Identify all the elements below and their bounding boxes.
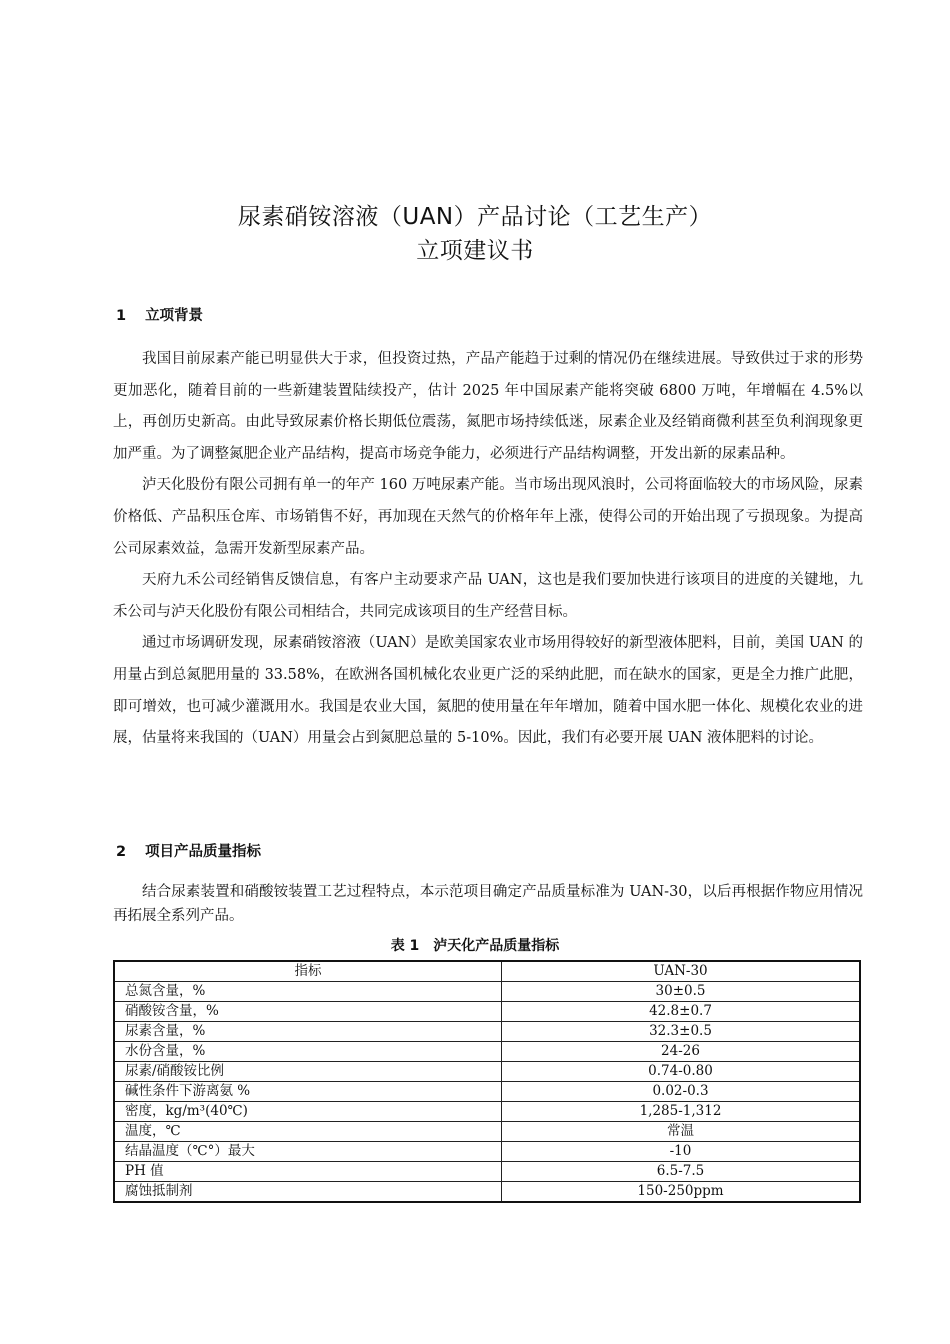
indicator-cell: 尿素含量，%: [114, 1022, 502, 1042]
indicator-cell: PH 值: [114, 1162, 502, 1182]
section-1-heading: [116, 304, 203, 325]
paragraph: 结合尿素装置和硝酸铵装置工艺过程特点，本示范项目确定产品质量标准为 UAN-30，以后再根据作物应用情况再拓展全系列产品。: [113, 884, 863, 924]
value-cell: 30±0.5: [502, 982, 861, 1002]
value-cell: -10: [502, 1142, 861, 1162]
value-cell: 0.02-0.3: [502, 1082, 861, 1102]
header-cell-uan30: UAN-30: [502, 961, 861, 982]
indicator-cell: 碱性条件下游离氨 %: [114, 1082, 502, 1102]
table-row: [114, 1082, 860, 1102]
value-cell: 常温: [502, 1122, 861, 1142]
table-row: [114, 1062, 860, 1082]
table-row: [114, 1182, 860, 1203]
section-2-title: 项目产品质量指标: [145, 844, 262, 860]
paragraph: 天府九禾公司经销售反馈信息，有客户主动要求产品 UAN，这也是我们要加快进行该项目的进度的关键地，九禾公司与泸天化股份有限公司相结合，共同完成该项目的生产经营目标。: [113, 572, 863, 620]
indicator-cell: 温度，℃: [114, 1122, 502, 1142]
table-row: [114, 1122, 860, 1142]
table-header-row: [114, 961, 860, 982]
table-row: [114, 1102, 860, 1122]
value-cell: 24-26: [502, 1042, 861, 1062]
table-row: [114, 1042, 860, 1062]
table-row: [114, 1162, 860, 1182]
indicator-cell: 密度，kg/m³(40℃): [114, 1102, 502, 1122]
table-row: [114, 1142, 860, 1162]
indicator-cell: 结晶温度（℃°）最大: [114, 1142, 502, 1162]
paragraph: 泸天化股份有限公司拥有单一的年产 160 万吨尿素产能。当市场出现风浪时，公司将面临较大的市场风险，尿素价格低、产品积压仓库、市场销售不好，再加现在天然气的价格年年上涨，使得公司的开始出现了亏损现象。为提高公司尿素效益，急需开发新型尿素产品。: [113, 477, 863, 557]
document-subtitle: 立项建议书: [416, 238, 534, 264]
paragraph: 我国目前尿素产能已明显供大于求，但投资过热，产品产能趋于过剩的情况仍在继续进展。导致供过于求的形势更加恶化，随着目前的一些新建装置陆续投产，估计 2025 年中国尿素产能将突破 6800 万吨，年增幅在 4.5%以上，再创历史新高。由此导致尿素价格长期低位震荡，氮肥市场持续低迷，尿素企业及经销商微利甚至负利润现象更加严重。为了调整氮肥企业产品结构，提高市场竞争能力，必须进行产品结构调整，开发出新的尿素品种。: [113, 351, 863, 462]
section-2-body: [113, 880, 863, 928]
table-row: [114, 982, 860, 1002]
header-cell-indicator: 指标: [114, 961, 502, 982]
value-cell: 42.8±0.7: [502, 1002, 861, 1022]
section-2-heading: [116, 840, 261, 861]
document-title: 尿素硝铵溶液（UAN）产品讨论（工艺生产）: [237, 204, 713, 230]
table-row: [114, 1002, 860, 1022]
indicator-cell: 总氮含量，%: [114, 982, 502, 1002]
value-cell: 0.74-0.80: [502, 1062, 861, 1082]
value-cell: 32.3±0.5: [502, 1022, 861, 1042]
table-row: [114, 1022, 860, 1042]
indicator-cell: 尿素/硝酸铵比例: [114, 1062, 502, 1082]
table-caption: 表 1 泸天化产品质量指标: [390, 938, 560, 954]
section-1-title: 立项背景: [145, 308, 204, 324]
section-1-body: [113, 344, 863, 755]
value-cell: 1,285-1,312: [502, 1102, 861, 1122]
value-cell: 6.5-7.5: [502, 1162, 861, 1182]
indicator-cell: 腐蚀抵制剂: [114, 1182, 502, 1203]
indicator-cell: 硝酸铵含量，%: [114, 1002, 502, 1022]
value-cell: 150-250ppm: [502, 1182, 861, 1203]
quality-spec-table: [113, 960, 861, 1203]
indicator-cell: 水份含量，%: [114, 1042, 502, 1062]
section-1-number: 1: [116, 308, 127, 324]
section-2-number: 2: [116, 844, 127, 860]
paragraph: 通过市场调研发现，尿素硝铵溶液（UAN）是欧美国家农业市场用得较好的新型液体肥料，目前，美国 UAN 的用量占到总氮肥用量的 33.58%，在欧洲各国机械化农业更广泛的采纳此肥，而在缺水的国家，更是全力推广此肥，即可增效，也可减少灌溉用水。我国是农业大国，氮肥的使用量在年年增加，随着中国水肥一体化、规模化农业的进展，估量将来我国的（UAN）用量会占到氮肥总量的 5-10%。因此，我们有必要开展 UAN 液体肥料的讨论。: [113, 635, 863, 747]
